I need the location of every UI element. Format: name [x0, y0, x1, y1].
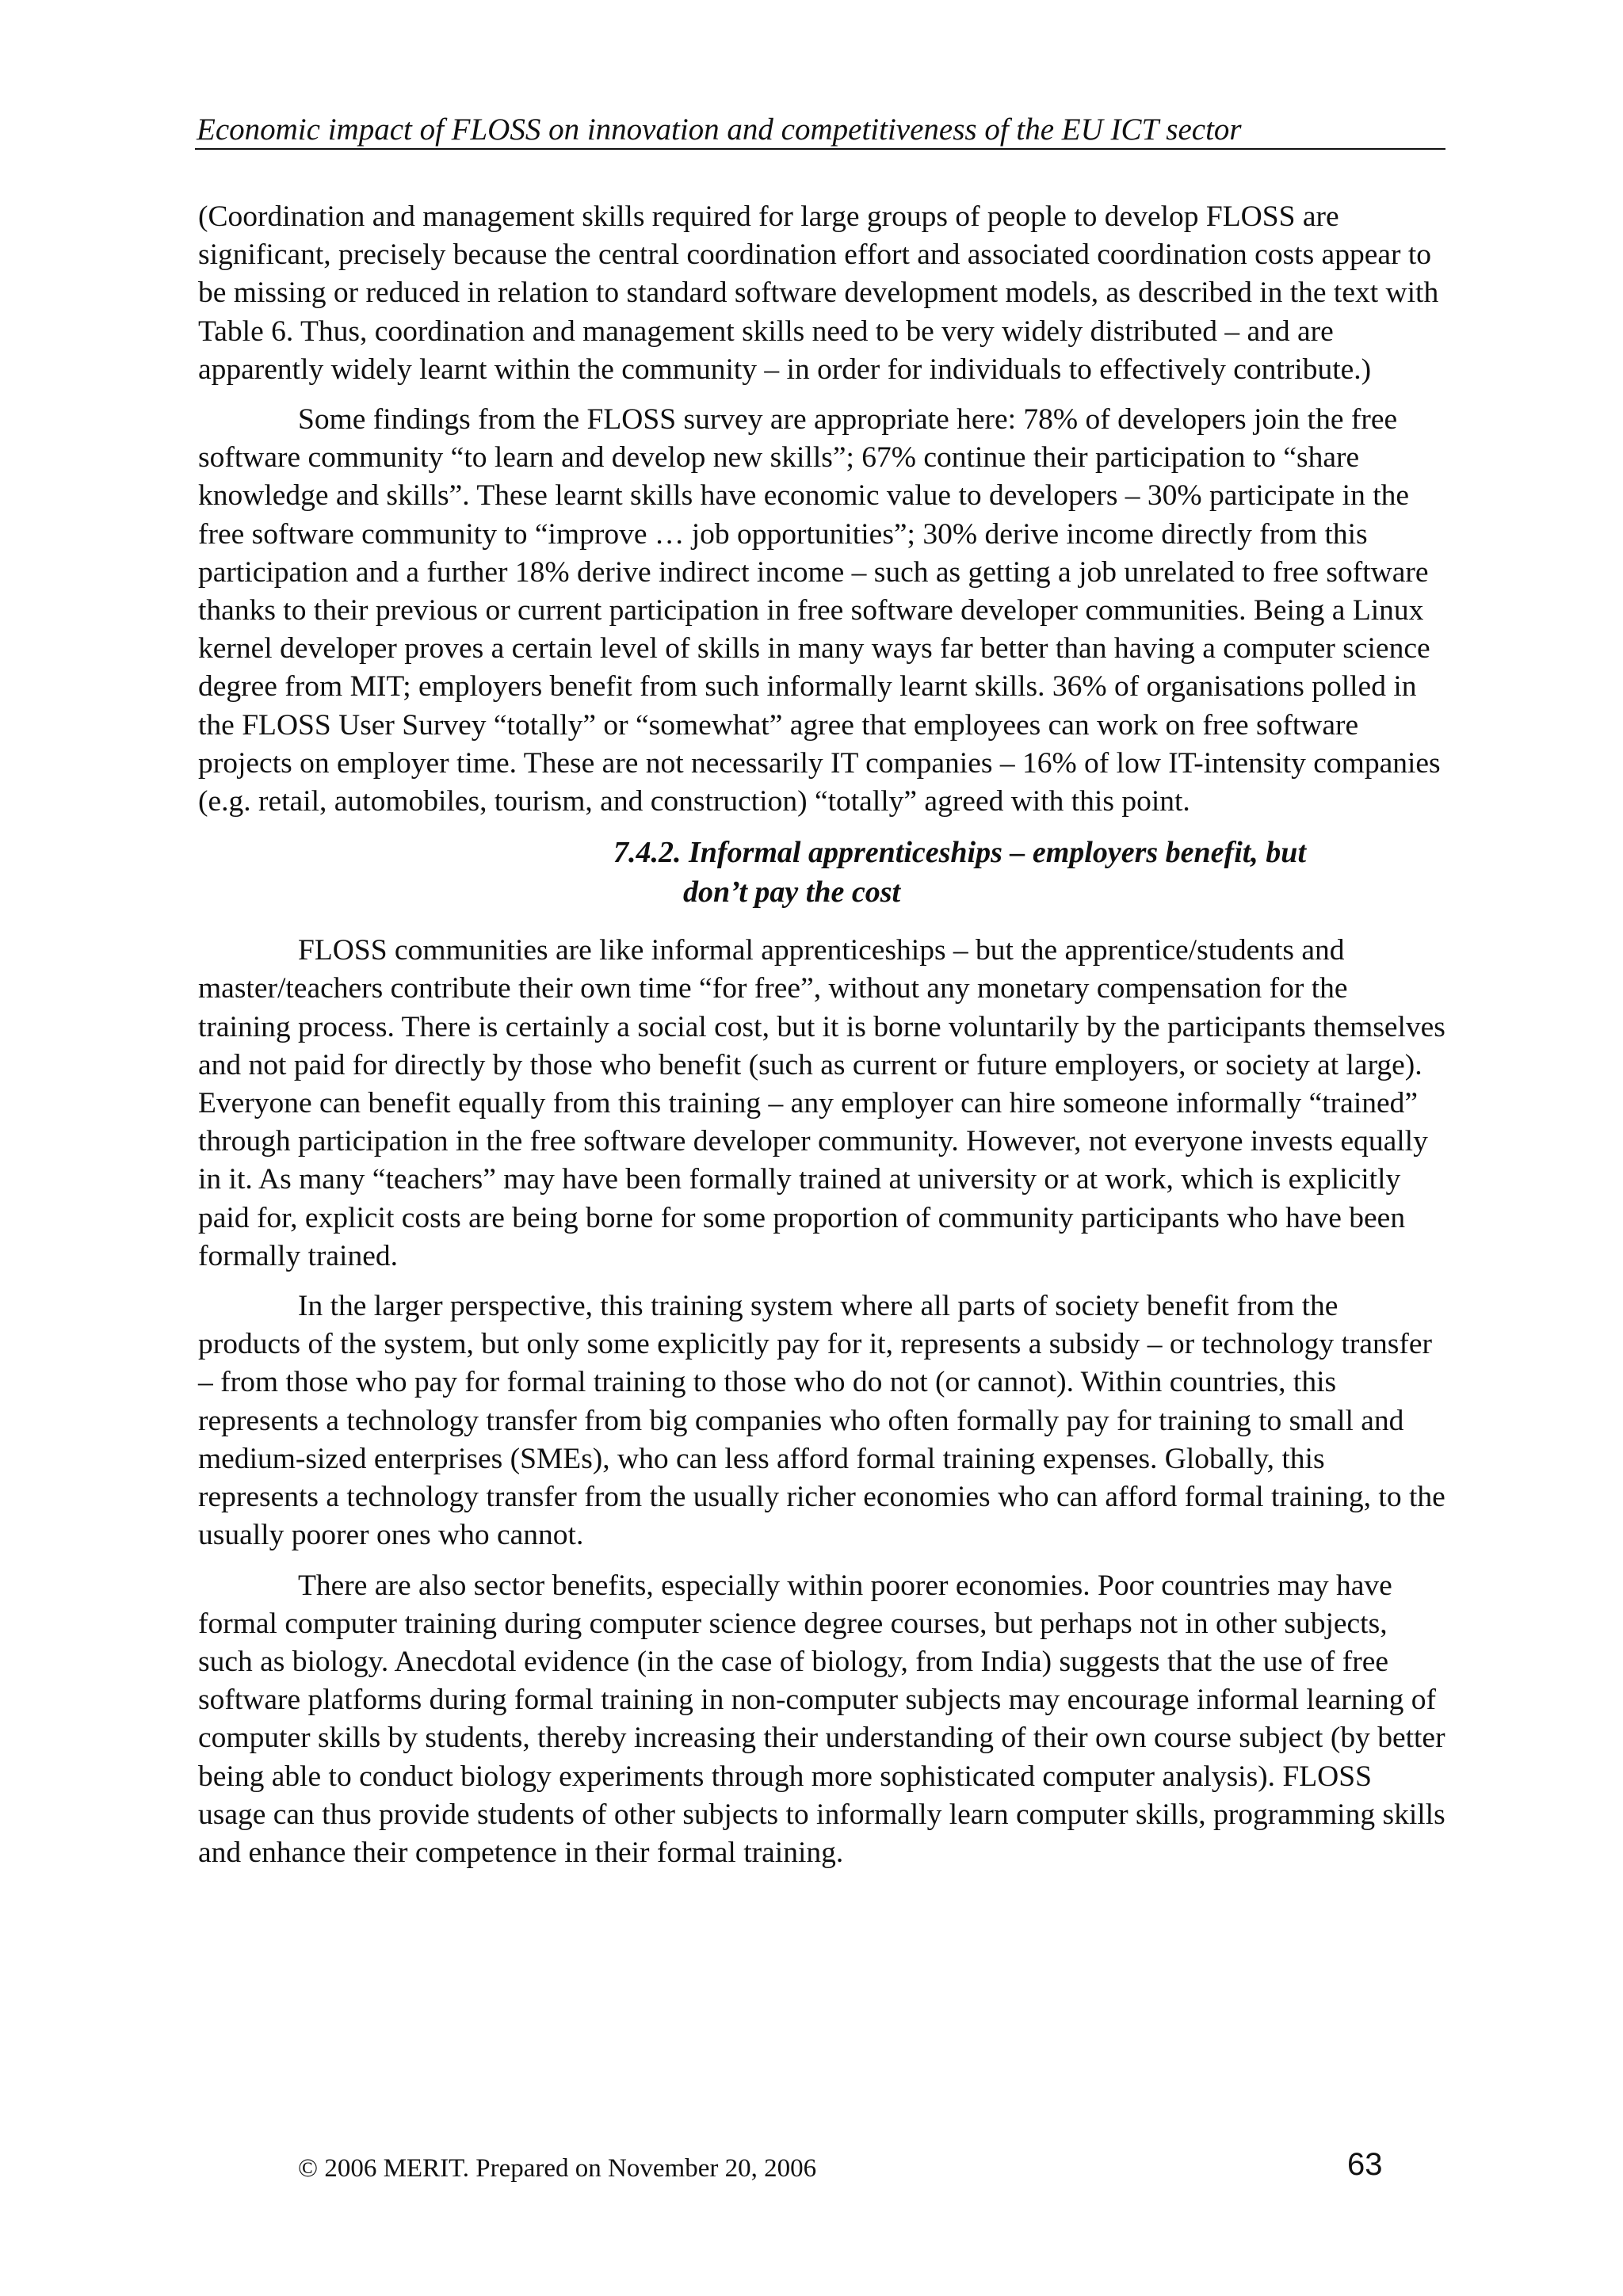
- footer-copyright: © 2006 MERIT. Prepared on November 20, 2006: [298, 2154, 817, 2183]
- page-number: 63: [1347, 2147, 1383, 2182]
- paragraph-technology-transfer: In the larger perspective, this training system where all parts of society benefit from the products of the system, but only some explicitly pay for it, represents a subsidy – or technology transfer – from those who pay for formal training to those who do not (or cannot). Within countries, this represents a technology transfer from big companies who often formally pay for training to small and medium-sized enterprises (SMEs), who can less afford formal training expenses. Globally, this represents a technology transfer from the usually richer economies who can afford formal training, to the usually poorer ones who cannot.: [198, 1290, 1445, 1552]
- section-heading-line-1: 7.4.2. Informal apprenticeships – employers benefit, but: [613, 836, 1306, 870]
- body-text: [198, 198, 1446, 1884]
- paragraph-informal-apprenticeships: FLOSS communities are like informal apprenticeships – but the apprentice/students and master/teachers contribute their own time “for free”, without any monetary compensation for the training process. There is certainly a social cost, but it is borne voluntarily by the participants themselves and not paid for directly by those who benefit (such as current or future employers, or society at large). Everyone can benefit equally from this training – any employer can hire someone informally “trained” through participation in the free software developer community. However, not everyone invests equally in it. As many “teachers” may have been formally trained at university or at work, which is explicitly paid for, explicit costs are being borne for some proportion of community participants who have been formally trained.: [198, 934, 1445, 1272]
- paragraph-floss-survey-findings: Some findings from the FLOSS survey are appropriate here: 78% of developers join the free software community “to learn and develop new skills”; 67% continue their participation to “share knowledge and skills”. These learnt skills have economic value to developers – 30% participate in the free software community to “improve … job opportunities”; 30% derive income directly from this participation and a further 18% derive indirect income – such as getting a job unrelated to free software thanks to their previous or current participation in free software developer communities. Being a Linux kernel developer proves a certain level of skills in many ways far better than having a computer science degree from MIT; employers benefit from such informally learnt skills. 36% of organisations polled in the FLOSS User Survey “totally” or “somewhat” agree that employees can work on free software projects on employer time. These are not necessarily IT companies – 16% of low IT-intensity companies (e.g. retail, automobiles, tourism, and construction) “totally” agreed with this point.: [198, 403, 1441, 818]
- section-heading-line-2: don’t pay the cost: [683, 875, 901, 910]
- header-rule: [195, 148, 1445, 150]
- paragraph-sector-benefits: There are also sector benefits, especially within poorer economies. Poor countries may have formal computer training during computer science degree courses, but perhaps not in other subjects, such as biology. Anecdotal evidence (in the case of biology, from India) suggests that the use of free software platforms during formal training in non-computer subjects may encourage informal learning of computer skills by students, thereby increasing their understanding of their own course subject (by better being able to conduct biology experiments through more sophisticated computer analysis). FLOSS usage can thus provide students of other subjects to informally learn computer skills, programming skills and enhance their competence in their formal training.: [198, 1569, 1445, 1869]
- section-heading: [613, 833, 1446, 912]
- running-header: Economic impact of FLOSS on innovation and competitiveness of the EU ICT sector: [197, 113, 1242, 147]
- paragraph-coordination-skills: (Coordination and management skills required for large groups of people to develop FLOSS are significant, precisely because the central coordination effort and associated coordination costs appear to be missing or reduced in relation to standard software development models, as described in the text with Table 6. Thus, coordination and management skills need to be very widely distributed – and are apparently widely learnt within the community – in order for individuals to effectively contribute.): [198, 200, 1439, 386]
